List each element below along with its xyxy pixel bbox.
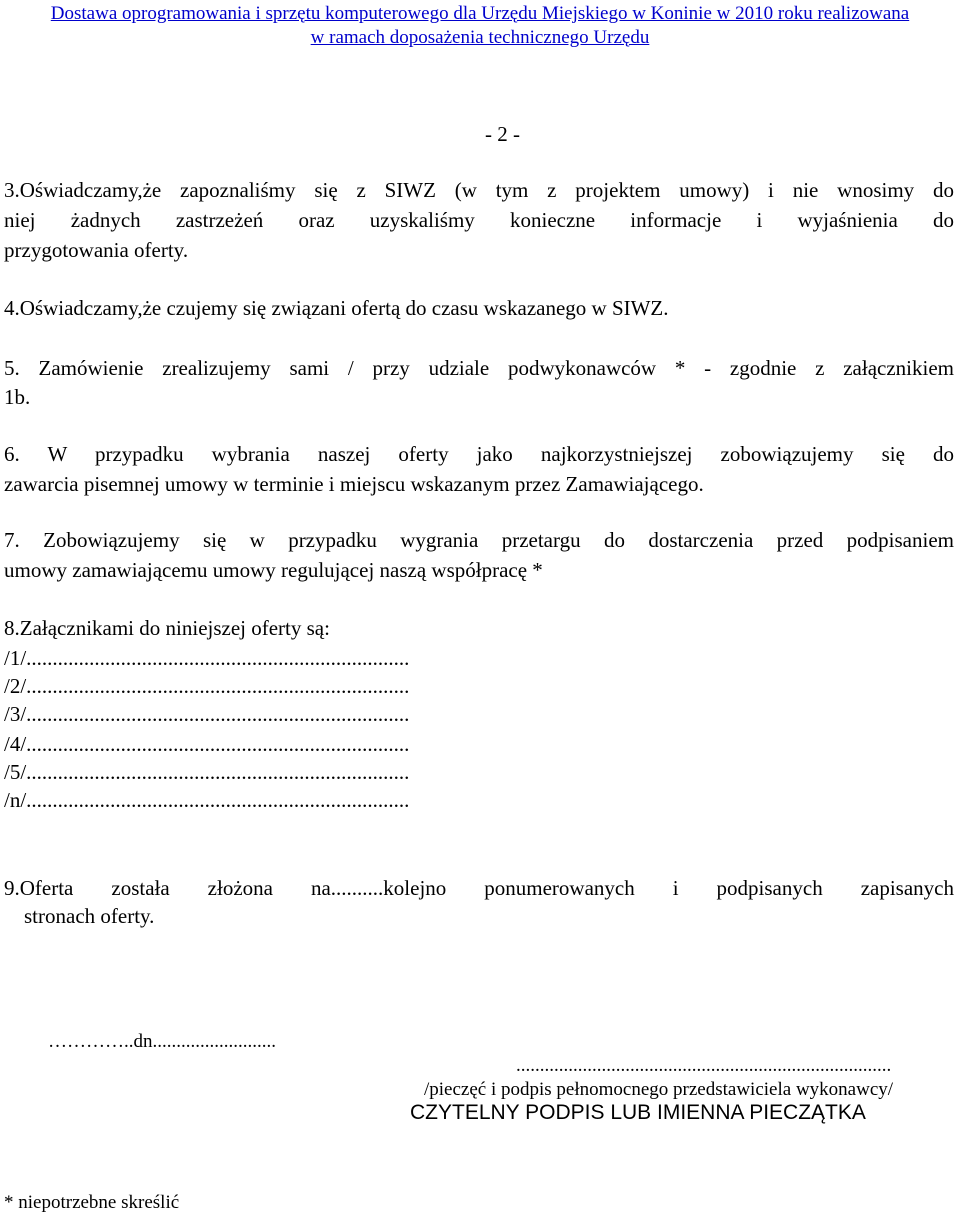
item-9-line2: stronach oferty. — [24, 904, 155, 928]
attachment-line: /4/......................................................................... — [4, 732, 410, 756]
signature-caps: CZYTELNY PODPIS LUB IMIENNA PIECZĄTKA — [410, 1101, 866, 1124]
item-6-line1: 6. W przypadku wybrania naszej oferty jako najkorzystniejszej zobowiązujemy się do — [4, 442, 954, 466]
item-9-line1: 9.Oferta została złożona na..........kolejno ponumerowanych i podpisanych zapisanych — [4, 876, 954, 900]
attachment-line: /2/......................................................................... — [4, 674, 410, 698]
header-title-line1: Dostawa oprogramowania i sprzętu komputerowego dla Urzędu Miejskiego w Koninie w 2010 roku realizowana — [50, 3, 910, 24]
signature-caption: /pieczęć i podpis pełnomocnego przedstawiciela wykonawcy/ — [424, 1079, 894, 1100]
item-3-line3: przygotowania oferty. — [4, 238, 189, 262]
attachment-line: /1/......................................................................... — [4, 646, 410, 670]
item-4: 4.Oświadczamy,że czujemy się związani ofertą do czasu wskazanego w SIWZ. — [4, 296, 669, 320]
item-3-line2: niej żadnych zastrzeżeń oraz uzyskaliśmy konieczne informacje i wyjaśnienia do — [4, 208, 954, 232]
attachment-line: /5/......................................................................... — [4, 760, 410, 784]
page-number: - 2 - — [485, 122, 520, 146]
place-date: …………..dn.......................... — [48, 1031, 276, 1052]
item-7-line2: umowy zamawiającemu umowy regulującej naszą współpracę * — [4, 558, 543, 582]
item-3-line1: 3.Oświadczamy,że zapoznaliśmy się z SIWZ (w tym z projektem umowy) i nie wnosimy do — [4, 178, 954, 202]
item-5-line2: 1b. — [4, 385, 31, 409]
header-title-line2: w ramach doposażenia technicznego Urzędu — [310, 27, 650, 48]
footnote: * niepotrzebne skreślić — [4, 1192, 180, 1213]
item-7-line1: 7. Zobowiązujemy się w przypadku wygrania przetargu do dostarczenia przed podpisaniem — [4, 528, 954, 552]
item-5-line1: 5. Zamówienie zrealizujemy sami / przy udziale podwykonawców * - zgodnie z załącznikiem — [4, 356, 954, 380]
attachment-line: /n/......................................................................... — [4, 788, 410, 812]
signature-dots: ............................................................................... — [516, 1055, 892, 1076]
attachment-line: /3/......................................................................... — [4, 702, 410, 726]
item-6-line2: zawarcia pisemnej umowy w terminie i miejscu wskazanym przez Zamawiającego. — [4, 472, 704, 496]
item-8: 8.Załącznikami do niniejszej oferty są: — [4, 616, 330, 640]
